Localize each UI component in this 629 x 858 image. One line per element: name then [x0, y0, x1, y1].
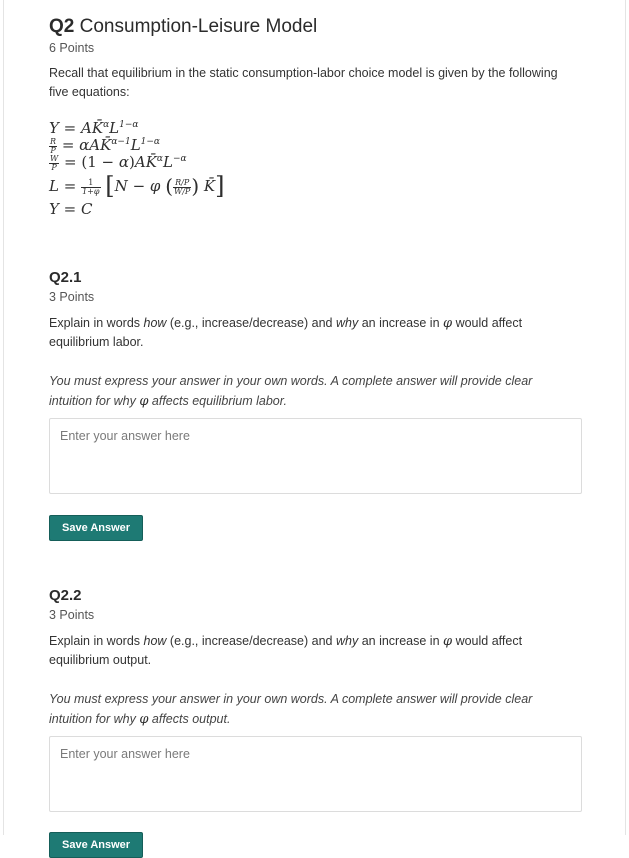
prompt-text: would affect equilibrium output. [49, 634, 523, 667]
prompt-text: (e.g., increase/decrease) and [166, 634, 336, 648]
prompt-how: how [143, 634, 167, 648]
note-text: affects output. [148, 711, 231, 726]
question-number: Q2 [49, 16, 75, 37]
page-right-border [625, 0, 626, 835]
question-header [49, 16, 317, 56]
question-points: 6 Points [49, 41, 95, 55]
question-name: Consumption-Leisure Model [79, 16, 318, 37]
subquestion-number: Q2.2 [49, 587, 82, 604]
save-answer-button-q2-1[interactable]: Save Answer [49, 515, 143, 541]
phi-symbol: φ [443, 634, 453, 649]
prompt-text: Explain in words [49, 316, 144, 330]
prompt-text: would affect equilibrium labor. [49, 316, 523, 349]
question-intro: Recall that equilibrium in the static consumption-labor choice model is given by the following five equations: [49, 66, 558, 99]
prompt-text: an increase in [358, 316, 443, 330]
equation-4: L = $\frac{1}{1+\varphi}$ [N − φ ( $\frac{R/P}{W/P}$ ) K̄] [49, 172, 225, 200]
equation-2: $\frac{R}{P}$ = $\alpha AK̄^{\alpha-1}L^{1-\alpha}$ [50, 136, 161, 155]
prompt-text: Explain in words [49, 634, 144, 648]
subquestion-points: 3 Points [49, 608, 95, 622]
note-text: You must express your answer in your own words. A complete answer will provide clear intuition for why [49, 374, 533, 408]
phi-symbol: φ [139, 711, 149, 727]
question-title [49, 16, 317, 38]
subquestion-note [49, 690, 559, 729]
subquestion-q2-1 [49, 269, 94, 305]
equation-3: $\frac{W}{P}$ = $(1 - \alpha)AK̄^\alpha L^{-\alpha}$ [50, 153, 187, 172]
subquestion-points: 3 Points [49, 290, 95, 304]
equation-5: Y = C [49, 200, 93, 218]
note-text: affects equilibrium labor. [148, 393, 287, 408]
prompt-how: how [143, 316, 167, 330]
phi-symbol: φ [139, 393, 149, 409]
prompt-why: why [335, 316, 359, 330]
save-answer-button-q2-2[interactable]: Save Answer [49, 832, 143, 858]
page-left-border [3, 0, 4, 835]
equation-1: $Y = AK̄^\alpha L^{1-\alpha}$ [49, 119, 139, 137]
subquestion-note [49, 372, 559, 411]
subquestion-prompt [49, 632, 549, 670]
prompt-text: an increase in [358, 634, 443, 648]
subquestion-q2-2 [49, 587, 94, 623]
prompt-why: why [335, 634, 359, 648]
subquestion-number: Q2.1 [49, 269, 82, 286]
prompt-text: (e.g., increase/decrease) and [166, 316, 336, 330]
note-text: You must express your answer in your own words. A complete answer will provide clear intuition for why [49, 692, 533, 726]
subquestion-prompt [49, 314, 549, 352]
answer-input-q2-2[interactable] [49, 736, 582, 812]
equation-block [49, 120, 224, 218]
answer-input-q2-1[interactable] [49, 418, 582, 494]
phi-symbol: φ [443, 316, 453, 331]
